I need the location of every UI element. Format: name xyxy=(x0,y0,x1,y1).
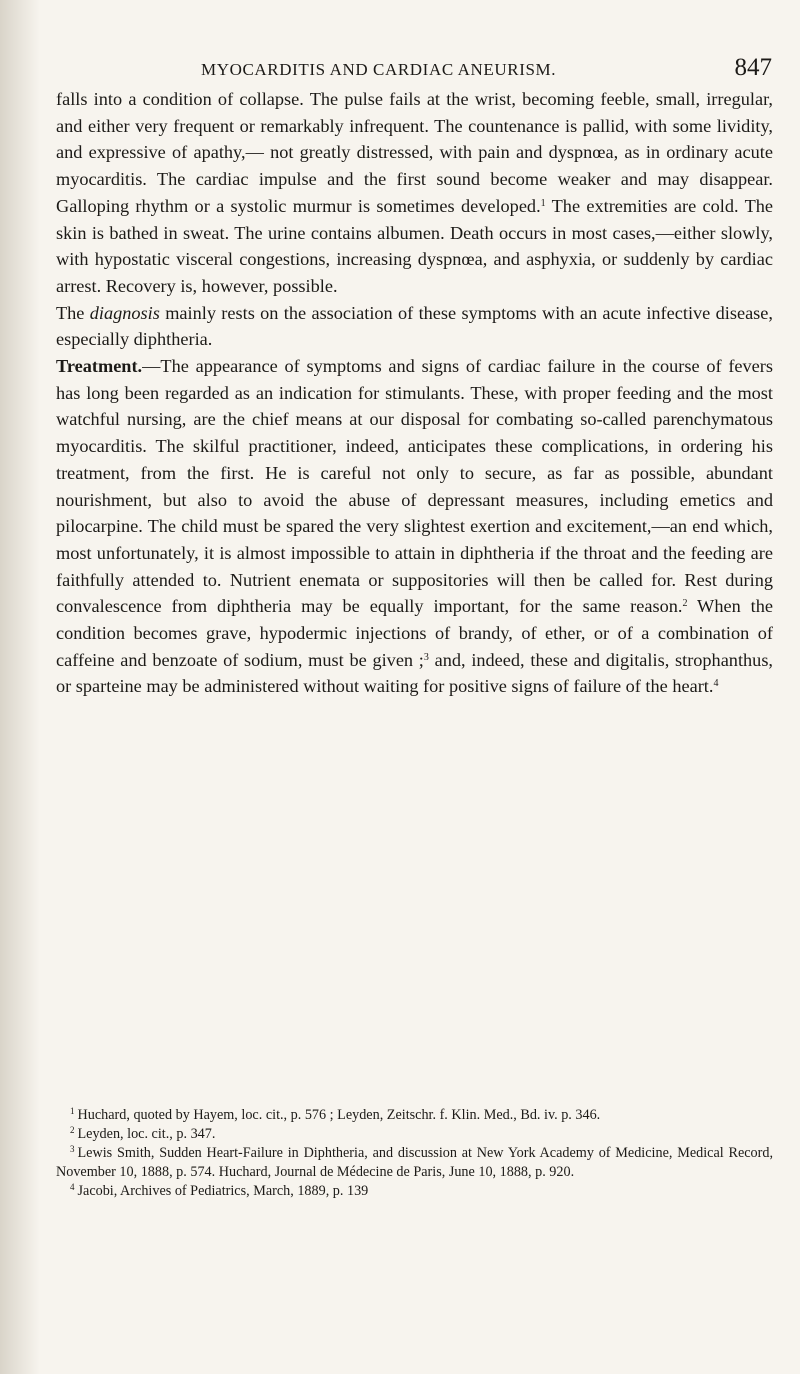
paragraph-text: The xyxy=(56,302,90,323)
running-title: MYOCARDITIS AND CARDIAC ANEURISM. xyxy=(201,60,557,79)
footnote-mark: 4 xyxy=(70,1182,75,1192)
footnote xyxy=(56,1144,773,1182)
footnotes xyxy=(56,1106,773,1201)
footnote-mark: 1 xyxy=(70,1106,75,1116)
footnote-mark: 2 xyxy=(70,1125,75,1135)
footnote-text: Lewis Smith, Sudden Heart-Failure in Diphtheria, and discussion at New York Academy of Medicine, Medical Record, November 10, 1888, p. 574. Huchard, Journal de Médecine de Paris, June 10, 1888, p. 920. xyxy=(56,1145,773,1180)
paragraph-text: and, indeed, these and digitalis, strophanthus, or sparteine may be administered without waiting for positive signs of failure of the heart. xyxy=(56,649,773,697)
term-diagnosis: diagnosis xyxy=(89,302,160,323)
page-number: 847 xyxy=(734,54,772,81)
paragraph-text: When the condition becomes grave, hypodermic injections of brandy, of ether, or of a combination of caffeine and benzoate of sodium, must be given ; xyxy=(56,596,773,670)
paragraph-text: The extremities are cold. The skin is bathed in sweat. The urine contains albumen. Death occurs in most cases,—either slowly, with hypostatic visceral congestions, increasing dyspnœa, and asphyxia, or suddenly by cardiac arrest. Recovery is, however, possible. xyxy=(56,195,774,296)
paragraph-text: —The appearance of symptoms and signs of cardiac failure in the course of fevers has long been regarded as an indication for stimulants. These, with proper feeding and the most watchful nursing, are the chief means at our disposal for combating so-called parenchymatous myocarditis. The skilful practitioner, indeed, anticipates these complications, in ordering his treatment, from the first. He is careful not only to secure, as far as possible, abundant nourishment, but also to avoid the abuse of depressant measures, including emetics and pilocarpine. The child must be spared the very slightest exertion and excitement,—an end which, most unfortunately, it is almost impossible to attain in diphtheria if the throat and the feeding are faithfully attended to. Nutrient enemata or suppositories will then be called for. Rest during convalescence from diphtheria may be equally important, for the same reason. xyxy=(56,356,773,617)
footnote-mark: 3 xyxy=(70,1144,75,1154)
footnote-ref-4: 4 xyxy=(713,678,719,690)
running-header xyxy=(56,54,772,84)
footnote-ref-3: 3 xyxy=(423,651,429,663)
main-text xyxy=(56,86,773,700)
footnote xyxy=(56,1125,773,1144)
paragraph-text: falls into a condition of collapse. The pulse fails at the wrist, becoming feeble, small, irregular, and either very frequent or remarkably infrequent. The countenance is pallid, with some lividity, and expressive of apathy,— not greatly distressed, with pain and dyspnœa, as in ordinary acute myocarditis. The cardiac impulse and the first sound become weaker and may disappear. Galloping rhythm or a systolic murmur is sometimes developed. xyxy=(56,89,773,216)
footnote-ref-1: 1 xyxy=(540,197,546,209)
section-heading-treatment: Treatment. xyxy=(56,356,143,377)
paragraph-text: mainly rests on the association of these symptoms with an acute infective disease, especially diphtheria. xyxy=(56,302,773,350)
footnote xyxy=(56,1182,773,1201)
page-binding-shadow xyxy=(0,0,40,1374)
footnote xyxy=(56,1106,773,1125)
paragraph-treatment xyxy=(56,353,773,700)
footnote-text: Huchard, quoted by Hayem, loc. cit., p. 576 ; Leyden, Zeitschr. f. Klin. Med., Bd. iv. p. 346. xyxy=(77,1107,601,1123)
paragraph-diagnosis xyxy=(56,300,773,353)
footnote-text: Jacobi, Archives of Pediatrics, March, 1889, p. 139 xyxy=(77,1183,369,1199)
footnote-ref-2: 2 xyxy=(682,598,688,610)
paragraph-symptoms xyxy=(56,86,773,300)
footnote-text: Leyden, loc. cit., p. 347. xyxy=(77,1126,216,1142)
